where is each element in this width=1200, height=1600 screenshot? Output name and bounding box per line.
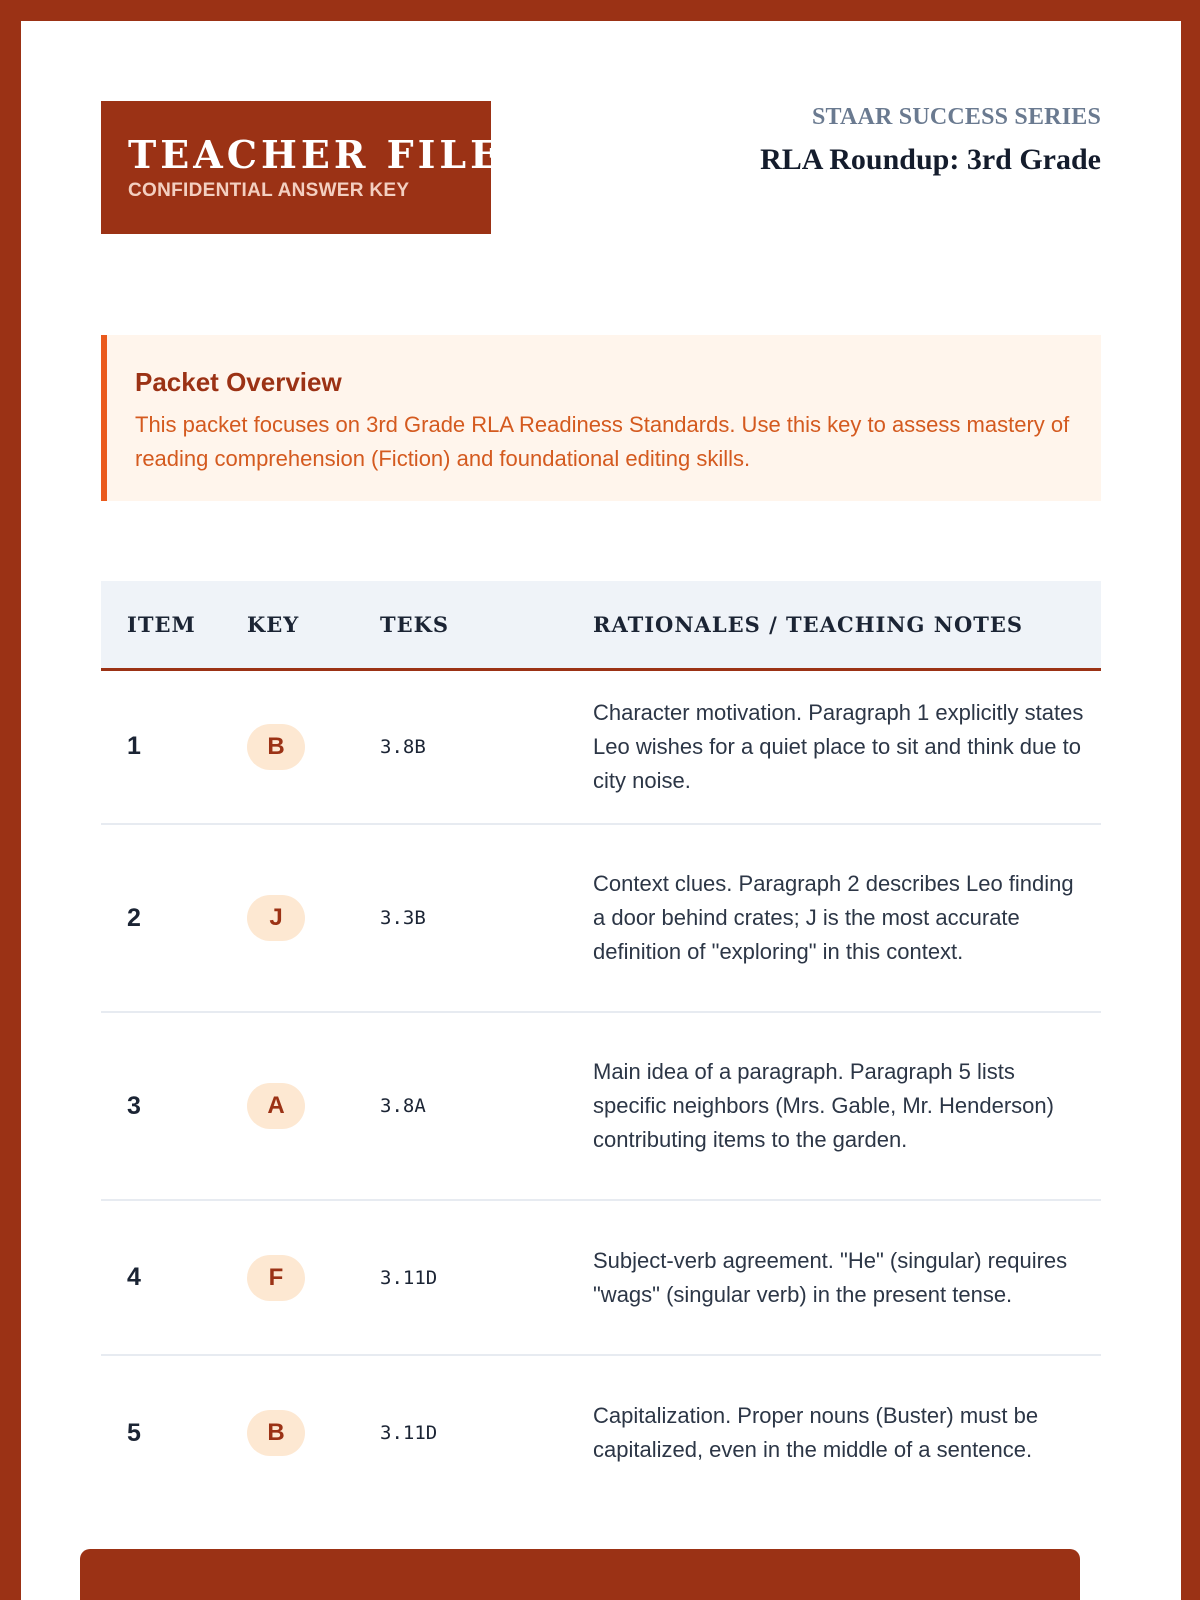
rationale-note: Character motivation. Paragraph 1 explicitly states Leo wishes for a quiet place to sit and think due to city noise.	[567, 669, 1101, 824]
key-cell	[221, 1355, 354, 1510]
table-row	[101, 1012, 1101, 1200]
rationale-note: Main idea of a paragraph. Paragraph 5 lists specific neighbors (Mrs. Gable, Mr. Henderson) contributing items to the garden.	[567, 1012, 1101, 1200]
answer-key-table	[101, 581, 1101, 1510]
overview-text: This packet focuses on 3rd Grade RLA Readiness Standards. Use this key to assess mastery of reading comprehension (Fiction) and foundational editing skills.	[135, 412, 1070, 471]
column-header-item: ITEM	[101, 581, 221, 669]
table-row	[101, 824, 1101, 1012]
answer-key-sheet	[21, 21, 1181, 1600]
page-content	[101, 101, 1101, 1462]
item-number: 5	[127, 1418, 141, 1447]
rationale-note: Capitalization. Proper nouns (Buster) must be capitalized, even in the middle of a sentence.	[593, 1403, 1039, 1462]
teks-code: 3.8A	[354, 1012, 567, 1200]
item-number: 2	[101, 824, 221, 1012]
badge-title: TEACHER FILE	[128, 132, 504, 177]
teks-code: 3.11D	[380, 1422, 438, 1444]
table-row	[101, 669, 1101, 824]
table-row	[101, 1355, 1101, 1510]
badge-subtitle: CONFIDENTIAL ANSWER KEY	[128, 180, 410, 201]
answer-key-badge: A	[247, 1083, 305, 1129]
teks-code: 3.3B	[354, 824, 567, 1012]
key-cell	[221, 1200, 354, 1355]
item-number: 1	[101, 669, 221, 824]
column-header-key: KEY	[221, 581, 354, 669]
rationale-note: Subject-verb agreement. "He" (singular) requires "wags" (singular verb) in the present tense.	[567, 1200, 1101, 1355]
item-number: 3	[101, 1012, 221, 1200]
key-cell	[221, 669, 354, 824]
series-info	[760, 101, 1101, 177]
column-header-teks: TEKS	[354, 581, 567, 669]
key-cell	[221, 1012, 354, 1200]
column-header-notes: RATIONALES / TEACHING NOTES	[567, 581, 1101, 669]
answer-key-badge: F	[247, 1255, 305, 1301]
answer-key-badge: B	[247, 724, 305, 770]
table-row	[101, 1200, 1101, 1355]
overview-title: Packet Overview	[135, 367, 342, 397]
teacher-file-badge	[101, 101, 504, 234]
teks-code: 3.8B	[354, 669, 567, 824]
table-header-row	[101, 581, 1101, 669]
packet-title: RLA Roundup: 3rd Grade	[760, 143, 1101, 176]
footer-banner	[80, 1549, 1080, 1600]
series-label: STAAR SUCCESS SERIES	[812, 104, 1101, 130]
item-number: 4	[101, 1200, 221, 1355]
answer-key-badge: J	[247, 895, 305, 941]
key-cell	[221, 824, 354, 1012]
answer-key-badge: B	[247, 1410, 305, 1456]
packet-overview-callout	[101, 335, 1101, 501]
teks-code: 3.11D	[354, 1200, 567, 1355]
rationale-note: Context clues. Paragraph 2 describes Leo finding a door behind crates; J is the most accurate definition of "exploring" in this context.	[567, 824, 1101, 1012]
page-header	[101, 101, 1101, 234]
